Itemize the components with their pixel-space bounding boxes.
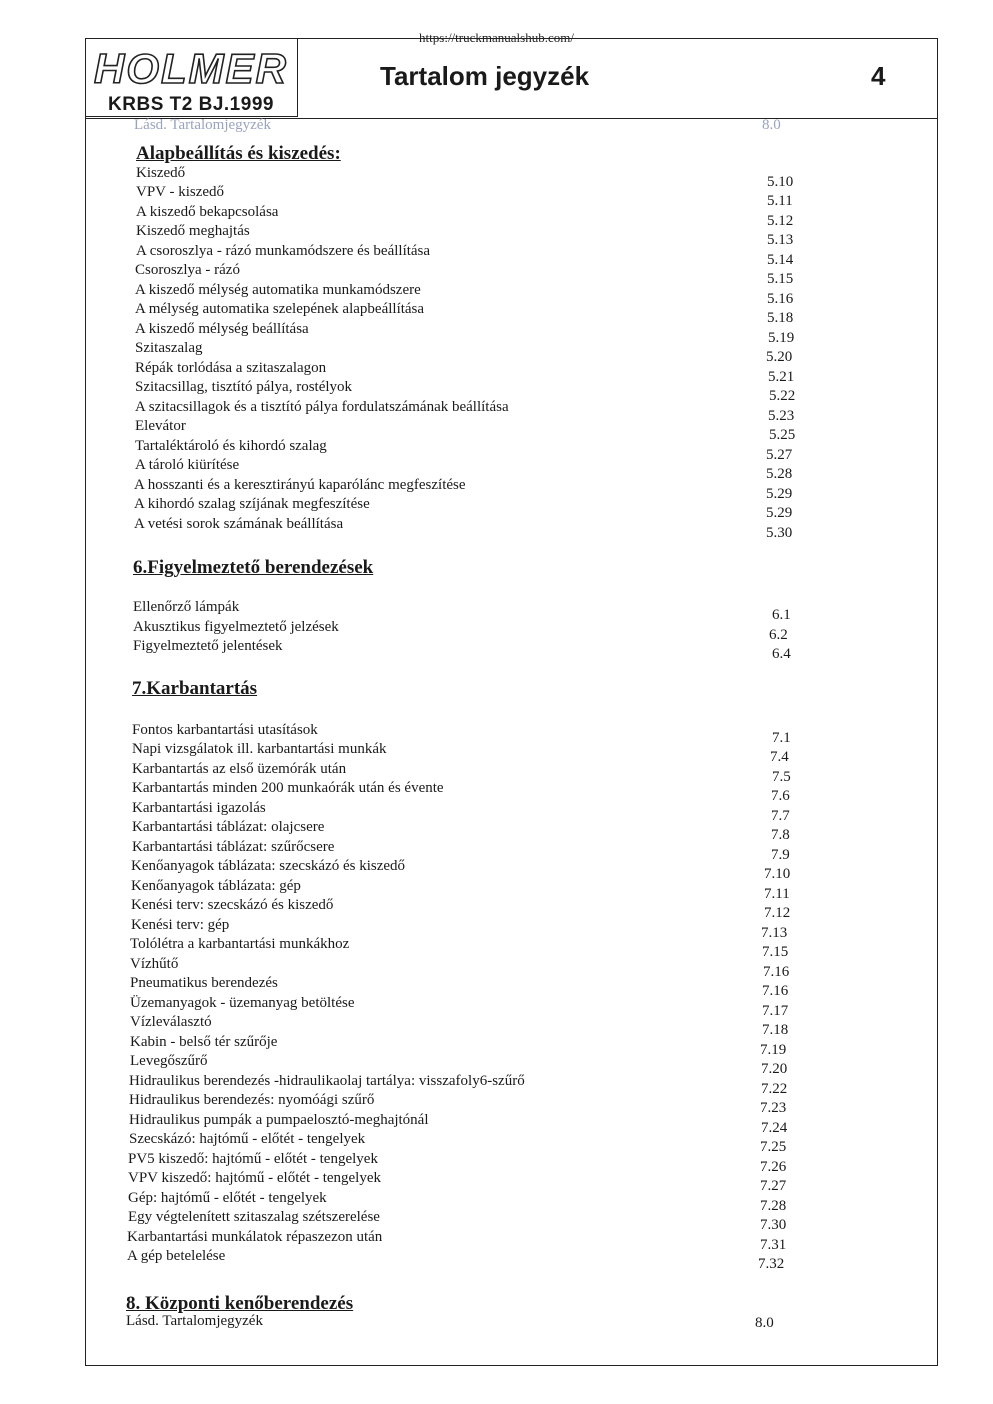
toc-entry-label: A szitacsillagok és a tisztító pálya fordulatszámának beállítása [135, 399, 509, 415]
toc-row [86, 936, 939, 960]
toc-entry-label: Karbantartási munkálatok répaszezon után [127, 1229, 383, 1245]
toc-row [86, 995, 939, 1019]
toc-entry-label: Levegőszűrő [130, 1053, 208, 1069]
model-label: KRBS T2 BJ.1999 [108, 94, 274, 115]
toc-row [86, 360, 939, 385]
toc-entry-label: Hidraulikus berendezés -hidraulikaolaj tartálya: visszafoly6-szűrő [129, 1073, 525, 1089]
toc-entry-label: Karbantartási táblázat: szűrőcsere [132, 839, 335, 855]
toc-entry-label: Vízhűtő [130, 956, 179, 972]
toc-entry-page: 5.23 [768, 408, 795, 424]
toc-row [86, 1034, 939, 1058]
toc-entry-label: Figyelmeztető jelentések [133, 638, 283, 654]
toc-entry-page: 7.7 [771, 808, 790, 824]
toc-entry-page: 7.27 [760, 1178, 787, 1194]
toc-entry-label: Karbantartási igazolás [132, 800, 266, 816]
toc-entry-page: 7.8 [771, 827, 790, 843]
source-url: https://truckmanualshub.com/ [419, 30, 574, 45]
toc-entry-label: A kihordó szalag szíjának megfeszítése [134, 496, 370, 512]
toc-entry-page: 5.21 [768, 369, 795, 385]
toc-entry-label: A kiszedő bekapcsolása [136, 204, 279, 220]
toc-entry-label: Karbantartási táblázat: olajcsere [132, 819, 325, 835]
toc-entry-label: Hidraulikus pumpák a pumpaelosztó-meghajtónál [129, 1112, 429, 1128]
toc-entry-label: A gép betelelése [127, 1248, 226, 1264]
faded-ref-page: 8.0 [762, 117, 781, 133]
toc-row [86, 1229, 939, 1253]
toc-entry-page: 7.1 [772, 730, 791, 746]
toc-row [86, 340, 939, 365]
toc-row [86, 1248, 939, 1272]
toc-entry-label: Tolólétra a karbantartási munkákhoz [130, 936, 350, 952]
toc-row [86, 165, 939, 190]
toc-row [86, 184, 939, 209]
toc-entry-page: 5.18 [767, 310, 794, 326]
toc-entry-page: 7.15 [762, 944, 789, 960]
toc-row [86, 599, 939, 623]
toc-row [86, 819, 939, 843]
toc-entry-page: 7.22 [761, 1081, 788, 1097]
toc-entry-label: Karbantartás az első üzemórák után [132, 761, 347, 777]
toc-row [86, 741, 939, 765]
toc-entry-label: Vízleválasztó [130, 1014, 212, 1030]
toc-entry-page: 7.32 [758, 1256, 785, 1272]
toc-row [86, 878, 939, 902]
toc-row [86, 1073, 939, 1097]
toc-row [86, 418, 939, 443]
toc-entry-label: Kiszedő [136, 165, 186, 181]
toc-entry-label: Kabin - belső tér szűrője [130, 1034, 278, 1050]
toc-row [86, 301, 939, 326]
toc-row [86, 1190, 939, 1214]
toc-row [86, 1209, 939, 1233]
page-frame [85, 38, 938, 1366]
toc-entry-label: PV5 kiszedő: hajtómű - előtét - tengelyek [128, 1151, 378, 1167]
toc-row [86, 516, 939, 541]
page-title: Tartalom jegyzék [380, 61, 590, 91]
section-heading: 8. Központi kenőberendezés [126, 1293, 354, 1314]
toc-entry-label: Szitacsillag, tisztító pálya, rostélyok [135, 379, 353, 395]
toc-row [86, 1112, 939, 1136]
toc-entry-label: A kiszedő mélység beállítása [135, 321, 309, 337]
toc-entry-label: Karbantartás minden 200 munkaórák után és évente [132, 780, 444, 796]
toc-entry-label: Gép: hajtómű - előtét - tengelyek [128, 1190, 327, 1206]
toc-entry-label: Pneumatikus berendezés [130, 975, 278, 991]
toc-entry-page: 7.9 [771, 847, 790, 863]
toc-entry-page: 7.20 [761, 1061, 788, 1077]
toc-entry-page: 5.19 [768, 330, 795, 346]
toc-entry-page: 7.23 [760, 1100, 787, 1116]
toc-row [86, 457, 939, 482]
toc-entry-page: 5.29 [766, 505, 793, 521]
toc-entry-label: Csoroszlya - rázó [135, 262, 240, 278]
toc-entry-label: Szitaszalag [135, 340, 203, 356]
logo-text: HOLMER [94, 45, 288, 91]
toc-row [86, 399, 939, 424]
toc-entry-page: 7.16 [762, 983, 789, 999]
toc-row [86, 243, 939, 268]
toc-entry-page: 8.0 [755, 1315, 774, 1331]
toc-row [86, 1014, 939, 1038]
toc-entry-page: 5.12 [767, 213, 794, 229]
toc-row [86, 897, 939, 921]
toc-row [86, 638, 939, 662]
toc-entry-label: Elevátor [135, 418, 186, 434]
toc-entry-page: 7.16 [763, 964, 790, 980]
toc-entry-label: Akusztikus figyelmeztető jelzések [133, 619, 339, 635]
toc-entry-label: Napi vizsgálatok ill. karbantartási munkák [132, 741, 387, 757]
toc-entry-page: 7.24 [761, 1120, 788, 1136]
toc-entry-page: 5.11 [767, 193, 793, 209]
toc-entry-page: 5.28 [766, 466, 793, 482]
toc-entry-label: Kenési terv: gép [131, 917, 230, 933]
toc-row [86, 1313, 939, 1333]
toc-entry-label: VPV kiszedő: hajtómű - előtét - tengelyek [128, 1170, 382, 1186]
toc-entry-page: 6.1 [772, 607, 791, 623]
toc-row [86, 761, 939, 785]
toc-entry-page: 7.6 [771, 788, 790, 804]
toc-entry-page: 7.4 [770, 749, 789, 765]
toc-entry-page: 5.16 [767, 291, 794, 307]
toc-row [86, 438, 939, 463]
holmer-logo [92, 45, 290, 91]
toc-row [86, 1151, 939, 1175]
toc-row [86, 262, 939, 287]
toc-entry-label: Üzemanyagok - üzemanyag betöltése [130, 995, 355, 1011]
toc-row [86, 1092, 939, 1116]
toc-entry-label: Kenőanyagok táblázata: gép [131, 878, 301, 894]
toc-entry-label: A tároló kiürítése [135, 457, 240, 473]
toc-entry-page: 7.31 [760, 1237, 787, 1253]
toc-entry-label: Hidraulikus berendezés: nyomóági szűrő [129, 1092, 375, 1108]
toc-entry-page: 6.4 [772, 646, 791, 662]
toc-entry-label: Ellenőrző lámpák [133, 599, 240, 615]
toc-entry-page: 7.19 [760, 1042, 787, 1058]
toc-entry-page: 7.5 [772, 769, 791, 785]
toc-row [86, 204, 939, 229]
toc-entry-label: A vetési sorok számának beállítása [134, 516, 344, 532]
toc-entry-page: 7.25 [760, 1139, 787, 1155]
toc-entry-page: 7.26 [760, 1159, 787, 1175]
toc-row [86, 956, 939, 980]
toc-row [86, 223, 939, 248]
toc-row [86, 975, 939, 999]
toc-row [86, 858, 939, 882]
toc-row [86, 496, 939, 521]
toc-entry-page: 7.10 [764, 866, 791, 882]
toc-entry-label: Egy végtelenített szitaszalag szétszerelése [128, 1209, 380, 1225]
toc-entry-page: 7.28 [760, 1198, 787, 1214]
toc-entry-page: 5.30 [766, 525, 793, 541]
toc-entry-page: 5.15 [767, 271, 794, 287]
toc-entry-label: Fontos karbantartási utasítások [132, 722, 318, 738]
toc-entry-page: 5.22 [769, 388, 796, 404]
toc-entry-page: 5.13 [767, 232, 794, 248]
toc-entry-page: 5.29 [766, 486, 793, 502]
toc-entry-page: 5.14 [767, 252, 794, 268]
toc-row [86, 619, 939, 643]
toc-entry-page: 7.17 [762, 1003, 789, 1019]
toc-row [86, 1170, 939, 1194]
toc-row [86, 839, 939, 863]
toc-entry-label: A kiszedő mélység automatika munkamódszere [135, 282, 421, 298]
toc-entry-page: 5.27 [766, 447, 793, 463]
toc-entry-label: Szecskázó: hajtómű - előtét - tengelyek [129, 1131, 366, 1147]
toc-entry-label: Kenőanyagok táblázata: szecskázó és kiszedő [131, 858, 406, 874]
toc-row [86, 1131, 939, 1155]
toc-entry-label: A csoroszlya - rázó munkamódszere és beállítása [136, 243, 431, 259]
toc-row [86, 1053, 939, 1077]
toc-row [86, 917, 939, 941]
toc-entry-page: 5.25 [769, 427, 796, 443]
section-heading: 6.Figyelmeztető berendezések [133, 557, 374, 578]
section-heading: Alapbeállítás és kiszedés: [136, 143, 341, 164]
toc-entry-page: 7.13 [761, 925, 788, 941]
toc-row [86, 800, 939, 824]
toc-entry-label: Kenési terv: szecskázó és kiszedő [131, 897, 334, 913]
toc-entry-label: A hosszanti és a keresztirányú kaparólánc megfeszítése [134, 477, 466, 493]
page-number: 4 [871, 61, 886, 91]
toc-entry-page: 7.12 [764, 905, 791, 921]
toc-entry-label: VPV - kiszedő [136, 184, 225, 200]
toc-entry-label: Répák torlódása a szitaszalagon [135, 360, 327, 376]
toc-entry-page: 5.20 [766, 349, 793, 365]
section-heading: 7.Karbantartás [132, 678, 258, 699]
toc-entry-label: Lásd. Tartalomjegyzék [126, 1313, 263, 1329]
toc-entry-page: 6.2 [769, 627, 788, 643]
toc-entry-label: Tartaléktároló és kihordó szalag [135, 438, 327, 454]
toc-row [86, 477, 939, 502]
toc-row [86, 722, 939, 746]
toc-entry-label: A mélység automatika szelepének alapbeállítása [135, 301, 425, 317]
toc-entry-page: 7.30 [760, 1217, 787, 1233]
logo-box [86, 39, 298, 117]
toc-entry-page: 5.10 [767, 174, 794, 190]
toc-row [86, 780, 939, 804]
toc-row [86, 282, 939, 307]
toc-entry-page: 7.18 [762, 1022, 789, 1038]
toc-entry-label: Kiszedő meghajtás [136, 223, 250, 239]
toc-row [86, 379, 939, 404]
faded-ref-label: Lásd. Tartalomjegyzék [134, 117, 271, 133]
toc-entry-page: 7.11 [764, 886, 790, 902]
toc-row [86, 321, 939, 346]
